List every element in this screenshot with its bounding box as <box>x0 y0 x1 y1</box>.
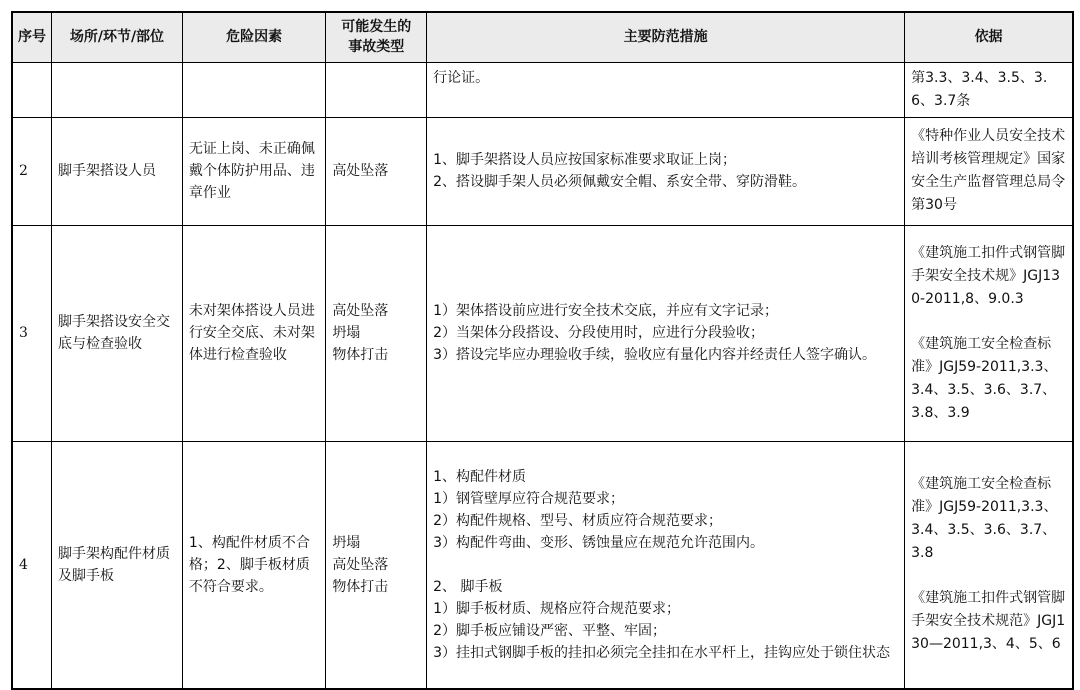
measure-gap <box>433 554 898 576</box>
row-measures <box>427 62 905 117</box>
basis-gap <box>911 565 1066 587</box>
row-basis <box>905 62 1073 117</box>
measure-line: 2、 脚手板 <box>433 578 503 595</box>
header-measures: 主要防范措施 <box>427 12 905 62</box>
header-accident-type <box>326 12 427 62</box>
row-measures <box>427 117 905 225</box>
measure-line: 1、构配件材质 <box>433 468 527 485</box>
accident-type: 高处坠落 <box>332 163 389 179</box>
row-basis <box>905 225 1073 441</box>
row-index: 4 <box>12 441 51 689</box>
table-row <box>12 441 1073 689</box>
row-index <box>12 62 51 117</box>
table-row <box>12 62 1073 117</box>
basis-text: 《建筑施工安全检查标准》JGJ59-2011,3.3、3.4、3.5、3.6、3.7、3.8 <box>911 476 1058 562</box>
hazard-table <box>11 11 1074 690</box>
basis-text: 第3.3、3.4、3.5、3.6、3.7条 <box>911 69 1048 109</box>
row-place <box>51 62 182 117</box>
measure-line: 行论证。 <box>433 69 490 86</box>
basis-text: 《特种作业人员安全技术培训考核管理规定》国家安全生产监督管理总局令第30号 <box>911 128 1066 213</box>
header-accident-line1: 可能发生的 <box>341 19 412 36</box>
row-hazard <box>182 62 325 117</box>
accident-type: 高处坠落 <box>332 303 389 319</box>
row-place: 脚手架搭设人员 <box>51 117 182 225</box>
row-measures <box>427 441 905 689</box>
row-place: 脚手架搭设安全交底与检查验收 <box>51 225 182 441</box>
basis-text: 《建筑施工扣件式钢管脚手架安全技术规范》JGJ130—2011,3、4、5、6 <box>911 590 1066 653</box>
row-hazard: 无证上岗、未正确佩戴个体防护用品、违章作业 <box>182 117 325 225</box>
accident-type: 坍塌 <box>332 325 361 341</box>
measure-line: 1）钢管壁厚应符合规范要求； <box>433 490 625 507</box>
header-index: 序号 <box>12 12 51 62</box>
measure-line: 3）挂扣式钢脚手板的挂扣必须完全挂扣在水平杆上，挂钩应处于锁住状态 <box>433 644 891 661</box>
header-hazard: 危险因素 <box>182 12 325 62</box>
basis-text: 《建筑施工扣件式钢管脚手架安全技术规》JGJ130-2011,8、9.0.3 <box>911 244 1066 307</box>
row-hazard: 1、构配件材质不合格；2、脚手板材质不符合要求。 <box>182 441 325 689</box>
accident-type: 物体打击 <box>332 578 389 595</box>
row-accident <box>326 225 427 441</box>
basis-gap <box>911 311 1066 333</box>
basis-text: 《建筑施工安全检查标准》JGJ59-2011,3.3、3.4、3.5、3.6、3.7、3.8、3.9 <box>911 335 1058 421</box>
measure-line: 2）脚手板应铺设严密、平整、牢固； <box>433 622 667 639</box>
measure-line: 2、搭设脚手架人员必须佩戴安全帽、系安全带、穿防滑鞋。 <box>433 174 807 190</box>
row-accident <box>326 441 427 689</box>
row-index: 3 <box>12 225 51 441</box>
accident-type: 物体打击 <box>332 347 389 363</box>
row-measures <box>427 225 905 441</box>
measure-line: 1）脚手板材质、规格应符合规范要求； <box>433 600 681 617</box>
measure-line: 1、脚手架搭设人员应按国家标准要求取证上岗； <box>433 152 737 168</box>
header-accident-line2: 事故类型 <box>348 39 405 56</box>
table-row <box>12 117 1073 225</box>
accident-type: 坍塌 <box>332 534 361 551</box>
measure-line: 3）搭设完毕应办理验收手续，验收应有量化内容并经责任人签字确认。 <box>433 347 877 363</box>
row-place: 脚手架构配件材质及脚手板 <box>51 441 182 689</box>
row-hazard: 未对架体搭设人员进行安全交底、未对架体进行检查验收 <box>182 225 325 441</box>
header-place: 场所/环节/部位 <box>51 12 182 62</box>
header-basis: 依据 <box>905 12 1073 62</box>
row-accident <box>326 62 427 117</box>
row-accident <box>326 117 427 225</box>
row-index: 2 <box>12 117 51 225</box>
measure-line: 3）构配件弯曲、变形、锈蚀量应在规范允许范围内。 <box>433 534 765 551</box>
measure-line: 1）架体搭设前应进行安全技术交底，并应有文字记录； <box>433 303 779 319</box>
row-basis <box>905 117 1073 225</box>
measure-line: 2）构配件规格、型号、材质应符合规范要求； <box>433 512 723 529</box>
measure-line: 2）当架体分段搭设、分段使用时，应进行分段验收； <box>433 325 765 341</box>
row-basis <box>905 441 1073 689</box>
accident-type: 高处坠落 <box>332 556 389 573</box>
table-header-row <box>12 12 1073 62</box>
table-row <box>12 225 1073 441</box>
